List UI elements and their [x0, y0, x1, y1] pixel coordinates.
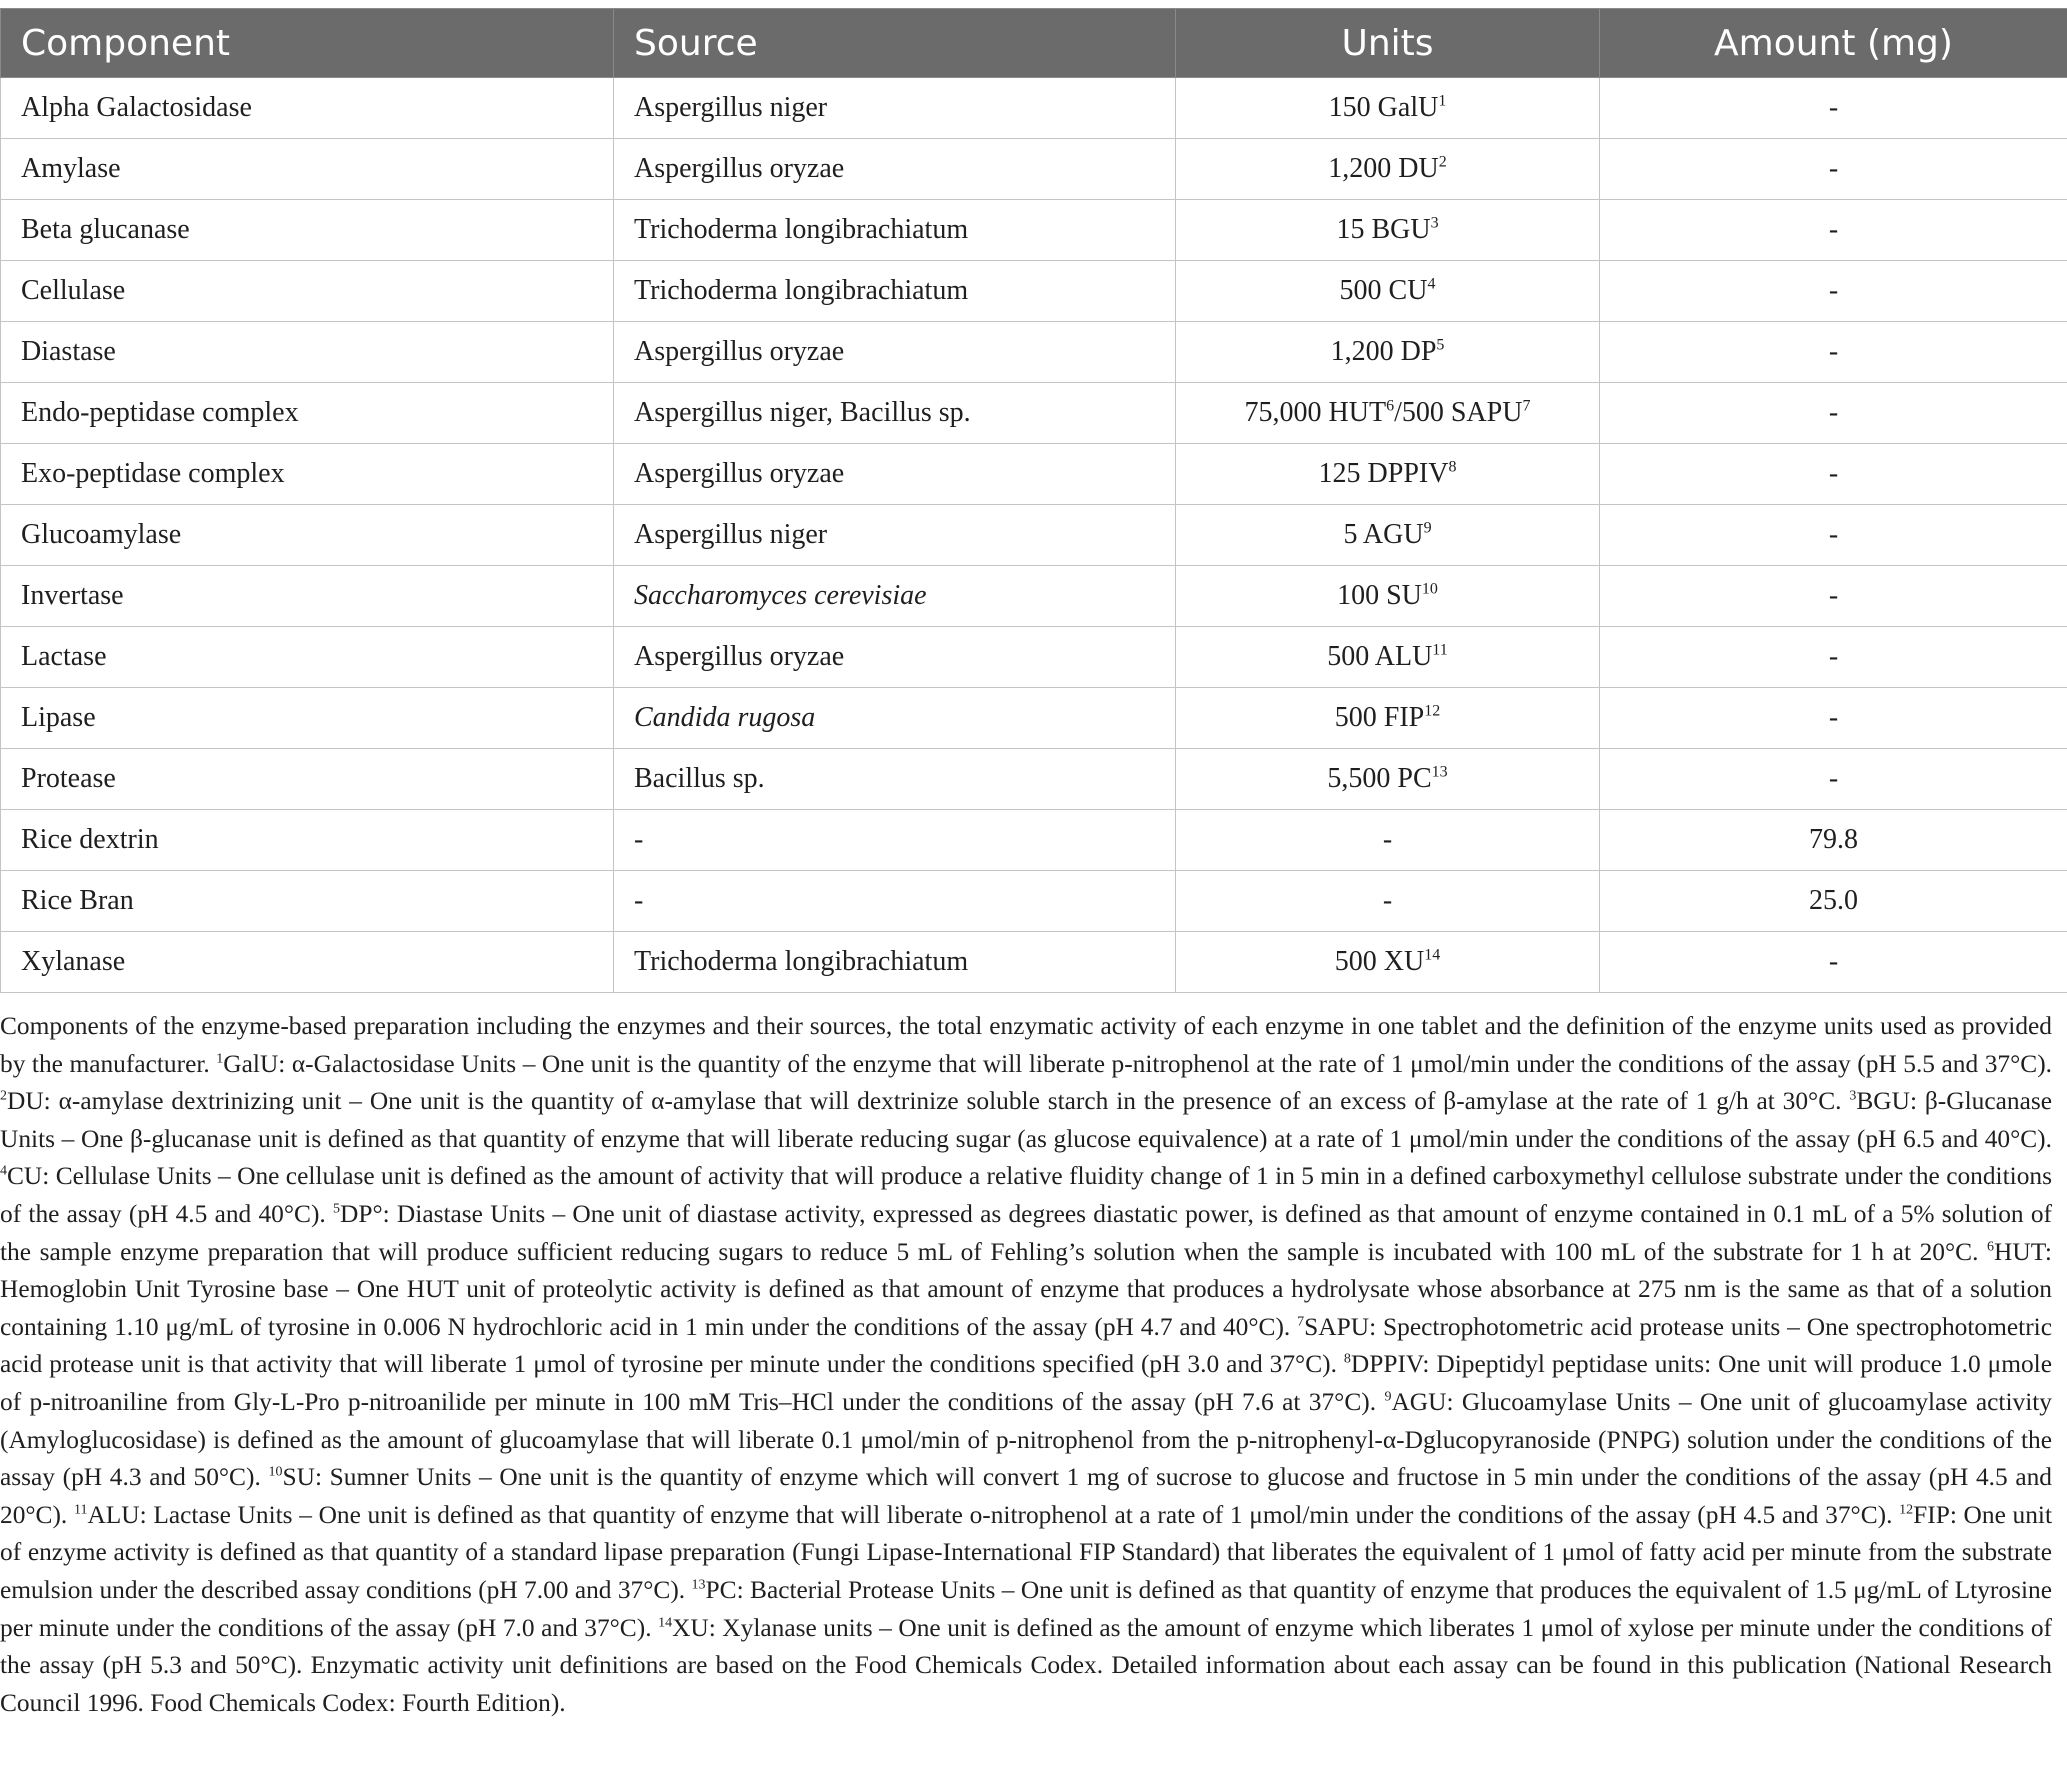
cell-amount: -: [1600, 566, 2067, 627]
footnote-definition-text: ALU: Lactase Units – One unit is defined as that quantity of enzyme that will liberate o-nitrophenol at a rate of 1 μmol/min under the conditions of the assay (pH 4.5 and 37°C).: [87, 1500, 1893, 1529]
cell-amount: -: [1600, 505, 2067, 566]
cell-component: Exo-peptidase complex: [1, 444, 614, 505]
cell-units: [1176, 78, 1600, 139]
table-row: [1, 688, 2067, 749]
cell-amount: -: [1600, 139, 2067, 200]
table-header-row: [1, 9, 2067, 78]
table-row: [1, 383, 2067, 444]
units-value: 500 XU: [1334, 946, 1425, 977]
cell-amount: 79.8: [1600, 810, 2067, 871]
footnote-intro: Components of the enzyme-based preparation including the enzymes and their sources, the total enzymatic activity of each enzyme in one tablet and the definition of the enzyme units used as provided by the manufacturer.: [0, 1012, 2052, 1078]
cell-amount: -: [1600, 688, 2067, 749]
cell-source: Aspergillus niger: [614, 505, 1176, 566]
units-footnote-ref: 13: [1431, 763, 1448, 781]
cell-component: Invertase: [1, 566, 614, 627]
units-footnote-ref: 8: [1448, 458, 1457, 476]
units-value: 1,200 DP: [1330, 336, 1437, 367]
units-footnote-ref: 9: [1423, 519, 1432, 537]
footnote-definition-text: SU: Sumner Units – One unit is the quantity of enzyme which will convert 1 mg of sucrose to glucose and fructose in 5 min under the conditions of the assay (pH 4.5 and 20°C).: [0, 1463, 2052, 1529]
footnote-definition-number: 7: [1297, 1314, 1305, 1330]
enzyme-components-table: [0, 8, 2067, 993]
cell-units: [1176, 139, 1600, 200]
footnote-definition-number: 9: [1384, 1389, 1392, 1405]
cell-amount: -: [1600, 444, 2067, 505]
cell-units: [1176, 444, 1600, 505]
footnote-definition-text: GalU: α-Galactosidase Units – One unit is the quantity of the enzyme that will liberate p-nitrophenol at the rate of 1 μmol/min under the conditions of the assay (pH 5.5 and 37°C).: [223, 1049, 2052, 1078]
cell-amount: -: [1600, 261, 2067, 322]
cell-source: Aspergillus oryzae: [614, 322, 1176, 383]
footnote-definition-number: 12: [1899, 1502, 1914, 1518]
cell-units: [1176, 566, 1600, 627]
cell-units: [1176, 688, 1600, 749]
footnote-definition-number: 8: [1343, 1351, 1351, 1367]
cell-amount: -: [1600, 322, 2067, 383]
footnote-definition-number: 13: [691, 1577, 706, 1593]
cell-amount: -: [1600, 200, 2067, 261]
table-footnote: [0, 1008, 2052, 1722]
cell-units: [1176, 261, 1600, 322]
cell-component: Alpha Galactosidase: [1, 78, 614, 139]
cell-units: [1176, 200, 1600, 261]
table-row: [1, 932, 2067, 993]
cell-component: Lactase: [1, 627, 614, 688]
cell-units: [1176, 505, 1600, 566]
units-value: 500 CU: [1339, 275, 1428, 306]
footnote-definition-text: BGU: β-Glucanase Units – One β-glucanase unit is defined as that quantity of enzyme that will liberate reducing sugar (as glucose equivalence) at a rate of 1 μmol/min under the conditions of the assay (pH 6.5 and 40°C).: [0, 1087, 2052, 1153]
cell-component: Beta glucanase: [1, 200, 614, 261]
table-row: [1, 810, 2067, 871]
enzyme-components-table-container: [0, 8, 2067, 993]
footnote-definition-text: SAPU: Spectrophotometric acid protease units – One spectrophotometric acid protease unit is that activity that will liberate 1 μmol of tyrosine per minute under the conditions specified (pH 3.0 and 37°C).: [0, 1312, 2052, 1379]
cell-component: Rice dextrin: [1, 810, 614, 871]
footnote-closing: Enzymatic activity unit definitions are based on the Food Chemicals Codex. Detailed information about each assay can be found in this publication (National Research Council 1996. Food Chemicals Codex: Fourth Edition).: [0, 1651, 2052, 1717]
table-row: [1, 566, 2067, 627]
cell-source: Aspergillus oryzae: [614, 139, 1176, 200]
column-header-component: Component: [1, 9, 614, 78]
footnote-definition-number: 5: [333, 1201, 341, 1217]
footnote-definition-number: 6: [1987, 1239, 1995, 1255]
footnote-definition-number: 2: [0, 1088, 7, 1104]
table-row: [1, 78, 2067, 139]
footnote-definition-text: HUT: Hemoglobin Unit Tyrosine base – One HUT unit of proteolytic activity is defined as that amount of enzyme that produces a hydrolysate whose absorbance at 275 nm is the same as that of a solution containing 1.10 μg/mL of tyrosine in 0.006 N hydrochloric acid in 1 min under the conditions of the assay (pH 4.7 and 40°C).: [0, 1237, 2052, 1341]
table-body: [1, 78, 2067, 993]
cell-component: Amylase: [1, 139, 614, 200]
cell-source: Aspergillus oryzae: [614, 444, 1176, 505]
cell-units: [1176, 627, 1600, 688]
units-footnote-ref: 6: [1386, 397, 1395, 415]
units-value: 5,500 PC: [1327, 763, 1432, 794]
table-row: [1, 139, 2067, 200]
table-row: [1, 322, 2067, 383]
units-value: 150 GalU: [1328, 92, 1439, 123]
units-value: -: [1382, 885, 1393, 916]
cell-amount: -: [1600, 932, 2067, 993]
cell-component: Xylanase: [1, 932, 614, 993]
units-value: 1,200 DU: [1328, 153, 1439, 184]
units-footnote-ref: 1: [1438, 92, 1447, 110]
footnote-definition-number: 10: [268, 1464, 283, 1480]
units-footnote-ref: 5: [1436, 336, 1445, 354]
units-secondary-value: /500 SAPU: [1394, 397, 1523, 428]
cell-units: [1176, 932, 1600, 993]
units-value: 125 DPPIV: [1318, 458, 1449, 489]
footnote-definition-text: XU: Xylanase units – One unit is defined as the amount of enzyme which liberates 1 μmol of xylose per minute under the conditions of the assay (pH 5.3 and 50°C).: [0, 1613, 2052, 1680]
units-footnote-ref: 3: [1430, 214, 1439, 232]
footnote-definition-text: DU: α-amylase dextrinizing unit – One unit is the quantity of α-amylase that will dextrinize soluble starch in the presence of an excess of β-amylase at the rate of 1 g/h at 30°C.: [7, 1087, 1842, 1116]
cell-units: [1176, 749, 1600, 810]
units-value: 75,000 HUT: [1244, 397, 1387, 428]
cell-source: Trichoderma longibrachiatum: [614, 200, 1176, 261]
cell-component: Cellulase: [1, 261, 614, 322]
cell-units: [1176, 871, 1600, 932]
cell-amount: -: [1600, 627, 2067, 688]
units-footnote-ref: 2: [1438, 153, 1447, 171]
footnote-definition-text: DP°: Diastase Units – One unit of diastase activity, expressed as degrees diastatic power, is defined as that amount of enzyme contained in 0.1 mL of a 5% solution of the sample enzyme preparation that will produce sufficient reducing sugars to reduce 5 mL of Fehling’s solution when the sample is incubated with 100 mL of the substrate for 1 h at 20°C.: [0, 1199, 2053, 1266]
cell-units: [1176, 322, 1600, 383]
cell-units: [1176, 383, 1600, 444]
footnote-definition-text: PC: Bacterial Protease Units – One unit is defined as that quantity of enzyme that produces the equivalent of 1.5 μg/mL of Ltyrosine per minute under the conditions of the assay (pH 7.0 and 37°C).: [0, 1575, 2052, 1642]
cell-source: Candida rugosa: [614, 688, 1176, 749]
table-row: [1, 261, 2067, 322]
cell-source: Trichoderma longibrachiatum: [614, 261, 1176, 322]
table-row: [1, 749, 2067, 810]
cell-component: Endo-peptidase complex: [1, 383, 614, 444]
units-secondary-footnote-ref: 7: [1522, 397, 1531, 415]
units-footnote-ref: 11: [1432, 641, 1448, 659]
cell-source: Saccharomyces cerevisiae: [614, 566, 1176, 627]
units-value: 5 AGU: [1343, 519, 1424, 550]
cell-amount: -: [1600, 383, 2067, 444]
units-value: -: [1382, 824, 1393, 855]
table-row: [1, 505, 2067, 566]
units-footnote-ref: 10: [1421, 580, 1438, 598]
units-value: 500 FIP: [1334, 702, 1425, 733]
table-row: [1, 871, 2067, 932]
cell-source: Bacillus sp.: [614, 749, 1176, 810]
table-row: [1, 627, 2067, 688]
column-header-units: Units: [1176, 9, 1600, 78]
units-footnote-ref: 14: [1424, 946, 1441, 964]
units-value: 15 BGU: [1336, 214, 1431, 245]
table-row: [1, 200, 2067, 261]
column-header-amount: Amount (mg): [1600, 9, 2067, 78]
cell-source: -: [614, 810, 1176, 871]
footnote-definition-number: 3: [1849, 1088, 1857, 1104]
footnote-definition-text: CU: Cellulase Units – One cellulase unit is defined as the amount of activity that will produce a relative fluidity change of 1 in 5 min in a defined carboxymethyl cellulose substrate under the conditions of the assay (pH 4.5 and 40°C).: [0, 1162, 2052, 1228]
footnote-definition-text: AGU: Glucoamylase Units – One unit of glucoamylase activity (Amyloglucosidase) is defined as the amount of glucoamylase that will liberate 0.1 μmol/min of p-nitrophenol from the p-nitrophenyl-α-Dglucopyranoside (PNPG) solution under the conditions of the assay (pH 4.3 and 50°C).: [0, 1387, 2052, 1492]
footnote-definition-number: 4: [0, 1163, 7, 1179]
footnote-definition-text: DPPIV: Dipeptidyl peptidase units: One unit will produce 1.0 μmole of p-nitroaniline from Gly-L-Pro p-nitroanilide per minute in 100 mM Tris–HCl under the conditions of the assay (pH 7.6 at 37°C).: [0, 1350, 2052, 1416]
footnote-definition-number: 14: [658, 1615, 673, 1631]
units-footnote-ref: 4: [1427, 275, 1436, 293]
footnote-definition-number: 1: [216, 1051, 224, 1067]
cell-source: Aspergillus oryzae: [614, 627, 1176, 688]
cell-amount: -: [1600, 78, 2067, 139]
units-footnote-ref: 12: [1424, 702, 1441, 720]
cell-amount: 25.0: [1600, 871, 2067, 932]
cell-source: -: [614, 871, 1176, 932]
footnote-definition-number: 11: [73, 1502, 88, 1518]
cell-source: Trichoderma longibrachiatum: [614, 932, 1176, 993]
cell-component: Rice Bran: [1, 871, 614, 932]
cell-units: [1176, 810, 1600, 871]
cell-component: Diastase: [1, 322, 614, 383]
cell-component: Lipase: [1, 688, 614, 749]
units-value: 100 SU: [1337, 580, 1422, 611]
cell-amount: -: [1600, 749, 2067, 810]
footnote-definition-text: FIP: One unit of enzyme activity is defined as that quantity of a standard lipase preparation (Fungi Lipase-International FIP Standard) that liberates the equivalent of 1 μmol of fatty acid per minute from the substrate emulsion under the described assay conditions (pH 7.00 and 37°C).: [0, 1500, 2052, 1604]
cell-component: Protease: [1, 749, 614, 810]
units-value: 500 ALU: [1327, 641, 1433, 672]
cell-component: Glucoamylase: [1, 505, 614, 566]
cell-source: Aspergillus niger, Bacillus sp.: [614, 383, 1176, 444]
table-row: [1, 444, 2067, 505]
column-header-source: Source: [614, 9, 1176, 78]
cell-source: Aspergillus niger: [614, 78, 1176, 139]
